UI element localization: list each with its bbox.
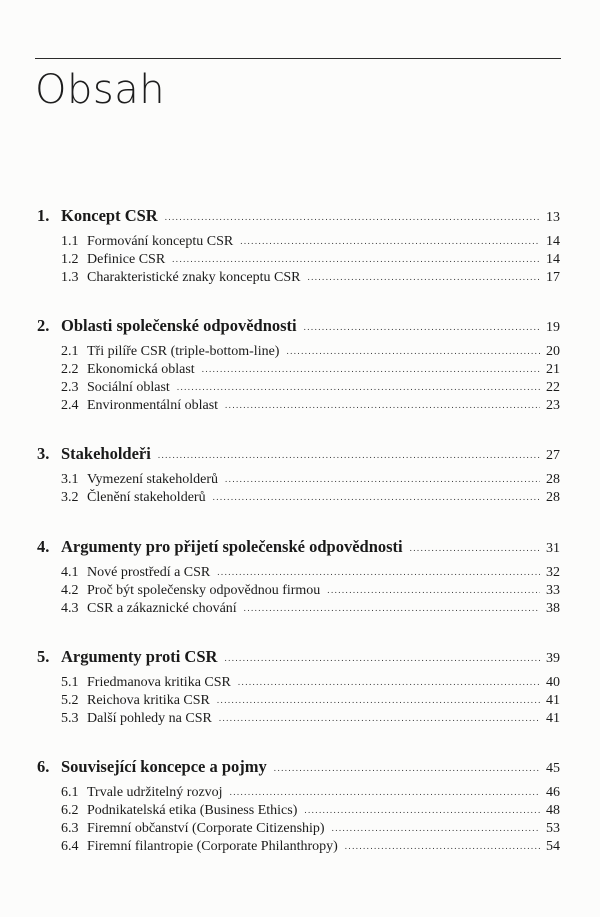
section-label: Sociální oblast xyxy=(87,380,170,395)
toc-section[interactable] xyxy=(37,675,560,693)
section-page-number: 21 xyxy=(546,362,560,377)
dot-leader xyxy=(202,364,540,374)
toc-section[interactable] xyxy=(37,693,560,711)
section-number: 5.1 xyxy=(61,675,79,690)
section-number: 2.1 xyxy=(61,344,79,359)
section-label: Trvale udržitelný rozvoj xyxy=(87,785,223,800)
section-label: Další pohledy na CSR xyxy=(87,711,212,726)
chapter-label: Argumenty pro přijetí společenské odpovědnosti xyxy=(61,537,403,556)
section-number: 4.3 xyxy=(61,601,79,616)
chapter-number: 2. xyxy=(37,316,50,335)
section-label: Vymezení stakeholderů xyxy=(87,472,219,487)
chapter-number: 6. xyxy=(37,757,50,776)
toc-section[interactable] xyxy=(37,821,560,839)
dot-leader xyxy=(244,603,540,613)
toc-section[interactable] xyxy=(37,565,560,583)
section-page-number: 14 xyxy=(546,234,560,249)
dot-leader xyxy=(240,236,540,246)
toc-section[interactable] xyxy=(37,601,560,619)
dot-leader xyxy=(225,474,540,484)
section-number: 2.2 xyxy=(61,362,79,377)
dot-leader xyxy=(286,346,540,356)
chapter-page-number: 45 xyxy=(546,761,560,776)
section-label: Environmentální oblast xyxy=(87,398,219,413)
section-label: Formování konceptu CSR xyxy=(87,234,234,249)
dot-leader xyxy=(213,492,540,502)
toc-chapter[interactable] xyxy=(37,537,560,559)
toc-section[interactable] xyxy=(37,234,560,252)
dot-leader xyxy=(230,787,540,797)
section-label: Členění stakeholderů xyxy=(87,490,206,505)
section-page-number: 41 xyxy=(546,711,560,726)
section-page-number: 14 xyxy=(546,252,560,267)
chapter-number: 3. xyxy=(37,444,50,463)
chapter-label: Koncept CSR xyxy=(61,206,158,225)
section-page-number: 33 xyxy=(546,583,560,598)
toc-section[interactable] xyxy=(37,344,560,362)
toc-section[interactable] xyxy=(37,583,560,601)
toc-section[interactable] xyxy=(37,270,560,288)
dot-leader xyxy=(217,567,540,577)
toc-section[interactable] xyxy=(37,785,560,803)
section-label: Proč být společensky odpovědnou firmou xyxy=(87,583,321,598)
section-number: 2.3 xyxy=(61,380,79,395)
section-number: 5.3 xyxy=(61,711,79,726)
dot-leader xyxy=(345,841,540,851)
section-number: 6.1 xyxy=(61,785,79,800)
section-page-number: 28 xyxy=(546,490,560,505)
section-page-number: 22 xyxy=(546,380,560,395)
dot-leader xyxy=(219,713,540,723)
page-title: Obsah xyxy=(35,67,166,113)
toc-section[interactable] xyxy=(37,252,560,270)
dot-leader xyxy=(332,823,540,833)
chapter-page-number: 13 xyxy=(546,210,560,225)
toc-chapter[interactable] xyxy=(37,444,560,466)
dot-leader xyxy=(225,400,540,410)
section-page-number: 41 xyxy=(546,693,560,708)
dot-leader xyxy=(165,212,540,222)
section-page-number: 17 xyxy=(546,270,560,285)
chapter-number: 5. xyxy=(37,647,50,666)
section-number: 1.1 xyxy=(61,234,79,249)
section-label: Nové prostředí a CSR xyxy=(87,565,211,580)
chapter-number: 4. xyxy=(37,537,50,556)
toc-chapter[interactable] xyxy=(37,757,560,779)
section-page-number: 38 xyxy=(546,601,560,616)
section-number: 6.2 xyxy=(61,803,79,818)
section-page-number: 46 xyxy=(546,785,560,800)
section-label: Friedmanova kritika CSR xyxy=(87,675,231,690)
dot-leader xyxy=(327,585,540,595)
chapter-page-number: 19 xyxy=(546,320,560,335)
section-label: CSR a zákaznické chování xyxy=(87,601,237,616)
section-page-number: 32 xyxy=(546,565,560,580)
section-page-number: 23 xyxy=(546,398,560,413)
section-page-number: 54 xyxy=(546,839,560,854)
chapter-page-number: 27 xyxy=(546,448,560,463)
chapter-label: Oblasti společenské odpovědnosti xyxy=(61,316,297,335)
section-number: 2.4 xyxy=(61,398,79,413)
chapter-number: 1. xyxy=(37,206,50,225)
section-number: 6.3 xyxy=(61,821,79,836)
toc-chapter[interactable] xyxy=(37,316,560,338)
section-label: Firemní občanství (Corporate Citizenship) xyxy=(87,821,325,836)
section-page-number: 48 xyxy=(546,803,560,818)
section-label: Charakteristické znaky konceptu CSR xyxy=(87,270,301,285)
top-rule xyxy=(35,58,561,59)
toc-chapter[interactable] xyxy=(37,206,560,228)
section-number: 3.2 xyxy=(61,490,79,505)
section-number: 3.1 xyxy=(61,472,79,487)
section-number: 6.4 xyxy=(61,839,79,854)
section-page-number: 53 xyxy=(546,821,560,836)
dot-leader xyxy=(158,450,540,460)
dot-leader xyxy=(177,382,540,392)
section-number: 1.2 xyxy=(61,252,79,267)
toc-chapter[interactable] xyxy=(37,647,560,669)
dot-leader xyxy=(307,272,540,282)
section-label: Podnikatelská etika (Business Ethics) xyxy=(87,803,298,818)
section-page-number: 40 xyxy=(546,675,560,690)
dot-leader xyxy=(172,254,540,264)
dot-leader xyxy=(304,805,540,815)
chapter-label: Stakeholdeři xyxy=(61,444,151,463)
dot-leader xyxy=(274,763,540,773)
chapter-page-number: 31 xyxy=(546,541,560,556)
dot-leader xyxy=(410,543,540,553)
toc-section[interactable] xyxy=(37,711,560,729)
dot-leader xyxy=(304,322,540,332)
section-page-number: 28 xyxy=(546,472,560,487)
chapter-label: Argumenty proti CSR xyxy=(61,647,218,666)
toc-section[interactable] xyxy=(37,398,560,416)
section-label: Definice CSR xyxy=(87,252,166,267)
toc-section[interactable] xyxy=(37,490,560,508)
section-label: Ekonomická oblast xyxy=(87,362,195,377)
section-page-number: 20 xyxy=(546,344,560,359)
dot-leader xyxy=(217,695,540,705)
toc-section[interactable] xyxy=(37,380,560,398)
section-label: Reichova kritika CSR xyxy=(87,693,210,708)
section-number: 1.3 xyxy=(61,270,79,285)
toc-section[interactable] xyxy=(37,472,560,490)
chapter-label: Související koncepce a pojmy xyxy=(61,757,267,776)
dot-leader xyxy=(238,677,540,687)
section-label: Firemní filantropie (Corporate Philanthropy) xyxy=(87,839,338,854)
section-number: 4.1 xyxy=(61,565,79,580)
section-number: 4.2 xyxy=(61,583,79,598)
dot-leader xyxy=(224,653,540,663)
toc-section[interactable] xyxy=(37,362,560,380)
toc-section[interactable] xyxy=(37,803,560,821)
section-label: Tři pilíře CSR (triple-bottom-line) xyxy=(87,344,280,359)
toc-section[interactable] xyxy=(37,839,560,857)
chapter-page-number: 39 xyxy=(546,651,560,666)
section-number: 5.2 xyxy=(61,693,79,708)
